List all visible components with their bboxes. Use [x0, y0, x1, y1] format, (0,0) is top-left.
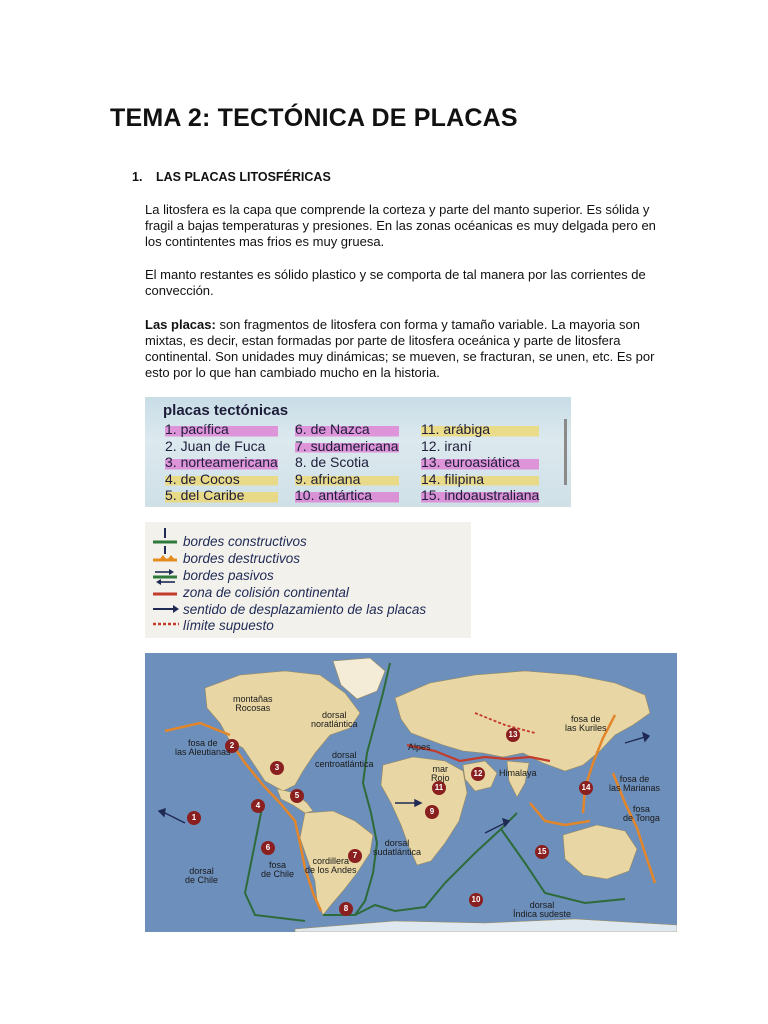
label-fosa-tonga: fosa de Tonga: [623, 804, 660, 823]
motion-arrowhead: [643, 733, 649, 741]
tectonic-world-map: [145, 653, 677, 932]
plate-number-badge: 2: [225, 739, 239, 753]
plate-item: 14. filipina: [421, 471, 539, 488]
antarctica-shape: [295, 919, 677, 932]
plate-number-badge: 4: [251, 799, 265, 813]
paragraph-litosfera: La litosfera es la capa que comprende la corteza y parte del manto superior. Es sólida y fragil a bajas temperaturas y presiones. En las zonas océanicas es muy delgada pero en los contintentes mas frios es muy gruesa.: [145, 202, 656, 249]
page-title: TEMA 2: TECTÓNICA DE PLACAS: [110, 104, 518, 132]
plate-number-badge: 12: [471, 767, 485, 781]
plate-number-badge: 10: [469, 893, 483, 907]
plate-number-badge: 9: [425, 805, 439, 819]
label-montanas-rocosas: montañas Rocosas: [233, 694, 273, 713]
legend-assumed-label: límite supuesto: [183, 618, 274, 633]
legend-destructive-label: bordes destructivos: [183, 551, 301, 566]
plate-item: 13. euroasiática: [421, 454, 539, 471]
plate-item: 6. de Nazca: [295, 421, 399, 438]
label-dorsal-chile: dorsal de Chile: [185, 866, 219, 885]
plates-column-1: [165, 421, 278, 504]
plate-number-badge: 8: [339, 902, 353, 916]
passive-arrowhead: [169, 569, 174, 575]
plates-legend-figure: [145, 397, 571, 507]
plate-item: 10. antártica: [295, 487, 399, 504]
destructive-tooth: [159, 555, 167, 560]
paragraph-placas: [145, 317, 665, 381]
borders-legend-figure: [145, 522, 471, 638]
plate-number-badge: 11: [432, 781, 446, 795]
legend-collision-label: zona de colisión continental: [183, 585, 349, 600]
label-dorsal-centroatlantica: dorsal centroatlántica: [315, 750, 374, 769]
plate-item: 11. arábiga: [421, 421, 539, 438]
label-mar-rojo: mar Rojo: [431, 764, 450, 783]
section-heading: [132, 170, 331, 184]
plate-number-badge: 14: [579, 781, 593, 795]
label-fosa-aleutianas: fosa de las Aleutianas: [175, 738, 231, 757]
motion-arrowhead: [159, 809, 165, 816]
plate-number-badge: 3: [270, 761, 284, 775]
paragraph-placas-text: son fragmentos de litosfera con forma y tamaño variable. La mayoria son mixtas, es decir, estan formadas por parte de litosfera oceánica y parte de litosfera continental. Son unidades muy dinámicas; se mueven, se fracturan, se unen, etc. Es por esto por lo que han cambiado mucho en la historia.: [145, 317, 655, 380]
label-dorsal-indica-sudeste: dorsal Índica sudeste: [513, 900, 572, 919]
plate-item: 9. africana: [295, 471, 399, 488]
label-cordillera-andes: cordillera de los Andes: [305, 856, 357, 875]
motion-arrow: [165, 813, 185, 823]
plate-item: 1. pacífica: [165, 421, 278, 438]
motion-arrow: [625, 737, 645, 743]
plates-column-2: [295, 421, 399, 504]
plate-item: 2. Juan de Fuca: [165, 437, 266, 454]
plate-number-badge: 7: [348, 849, 362, 863]
plate-item: 8. de Scotia: [295, 454, 369, 470]
label-fosa-marianas: fosa de las Marianas: [609, 774, 661, 793]
label-dorsal-sudatlantica: dorsal sudatlántica: [373, 838, 422, 857]
plates-column-3: [421, 421, 539, 504]
label-fosa-chile: fosa de Chile: [261, 860, 295, 879]
label-alpes: Alpes: [408, 742, 431, 752]
section-title: LAS PLACAS LITOSFÉRICAS: [156, 170, 331, 184]
aleutian-trench: [165, 723, 230, 735]
north-america-shape: [205, 671, 360, 791]
passive-arrowhead: [156, 579, 161, 585]
label-fosa-kuriles: fosa de las Kuriles: [565, 714, 607, 733]
paragraph-manto: El manto restantes es sólido plastico y se comporta de tal manera por las corrientes de convección.: [145, 267, 646, 298]
plate-item: 7. sudamericana: [295, 437, 399, 454]
destructive-tooth: [167, 555, 175, 560]
legend-movement-label: sentido de desplazamiento de las placas: [183, 602, 427, 617]
plate-item: 3. norteamericana: [165, 454, 278, 470]
indonesia-trench: [530, 803, 590, 825]
plate-number-badge: 5: [290, 789, 304, 803]
section-number: 1.: [132, 170, 143, 184]
plate-number-badge: 13: [506, 728, 520, 742]
plate-number-badge: 6: [261, 841, 275, 855]
plate-item: 5. del Caribe: [165, 487, 278, 504]
plates-legend-heading: placas tectónicas: [163, 402, 289, 419]
plate-item: 15. indoaustraliana: [421, 487, 540, 503]
plate-number-badge: 15: [535, 845, 549, 859]
plate-item: 4. de Cocos: [165, 471, 278, 488]
label-dorsal-noratlantica: dorsal noratlántica: [311, 710, 358, 729]
movement-arrowhead: [173, 605, 179, 613]
australia-shape: [563, 825, 637, 879]
paragraph-placas-label: Las placas:: [145, 317, 216, 332]
scan-edge-line: [564, 419, 567, 485]
map-drawing: [145, 653, 677, 932]
legend-passive-label: bordes pasivos: [183, 568, 274, 583]
india-shape: [507, 761, 529, 797]
label-himalaya: Himalaya: [499, 768, 537, 778]
legend-constructive-label: bordes constructivos: [183, 534, 307, 549]
plate-number-badge: 1: [187, 811, 201, 825]
plate-item: 12. iraní: [421, 437, 472, 454]
